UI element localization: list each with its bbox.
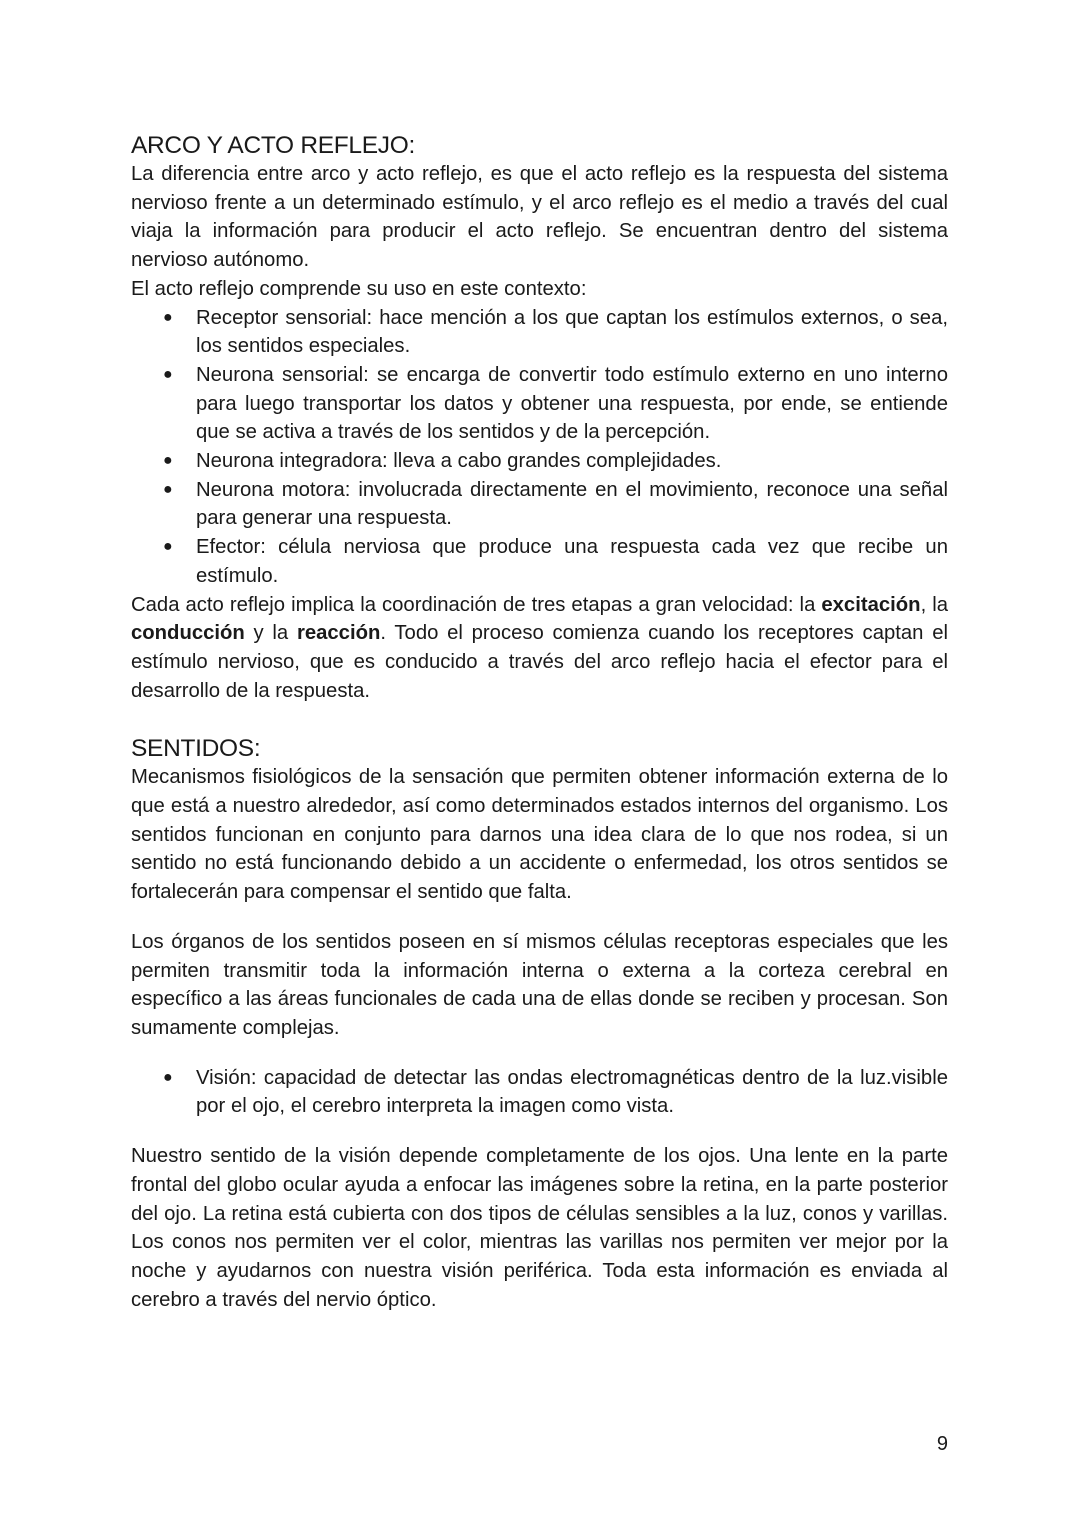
paragraph-spacer <box>131 1043 948 1064</box>
list-item: ● Neurona integradora: lleva a cabo grandes complejidades. <box>196 447 948 476</box>
list-item: ● Receptor sensorial: hace mención a los que captan los estímulos externos, o sea, los sentidos especiales. <box>196 304 948 361</box>
paragraph-vision: Nuestro sentido de la visión depende completamente de los ojos. Una lente en la parte frontal del globo ocular ayuda a enfocar las imágenes sobre la retina, en la parte posterior del ojo. La retina está cubierta con dos tipos de células sensibles a la luz, conos y varillas. Los conos nos permiten ver el color, mientras las varillas nos permiten ver mejor por la noche y ayudarnos con nuestra visión periférica. Toda esta información es enviada al cerebro a través del nervio óptico. <box>131 1145 948 1311</box>
paragraph-spacer <box>131 1121 948 1142</box>
list-item: ● Visión: capacidad de detectar las ondas electromagnéticas dentro de la luz.visible por el ojo, el cerebro interpreta la imagen como vista. <box>196 1064 948 1121</box>
list-sentidos <box>131 1064 948 1121</box>
page-number: 9 <box>936 1433 948 1455</box>
bullet-icon: ● <box>163 308 173 326</box>
paragraph-organos: Los órganos de los sentidos poseen en sí mismos células receptoras especiales que les permiten transmitir toda la información interna o externa a la corteza cerebral en específico a las áreas funcionales de cada una de ellas donde se reciben y procesan. Son sumamente complejas. <box>131 930 948 1039</box>
paragraph-spacer <box>131 907 948 928</box>
bullet-icon: ● <box>163 1068 173 1086</box>
paragraph-acto-contexto: El acto reflejo comprende su uso en este contexto: <box>131 277 587 300</box>
paragraph-etapas: Cada acto reflejo implica la coordinación de tres etapas a gran velocidad: la excitación, la conducción y la reacción. Todo el proceso comienza cuando los receptores captan el estímulo nervioso, que es conducido a través del arco reflejo hacia el efector para el desarrollo de la respuesta. <box>131 593 948 702</box>
paragraph-arco-diferencia: La diferencia entre arco y acto reflejo, es que el acto reflejo es la respuesta del sistema nervioso frente a un determinado estímulo, y el arco reflejo es el medio a través del cual viaja la información para producir el acto reflejo. Se encuentran dentro del sistema nervioso autónomo. <box>131 163 948 272</box>
bullet-icon: ● <box>163 538 173 556</box>
bullet-icon: ● <box>163 365 173 383</box>
paragraph-sentidos-mecanismos: Mecanismos fisiológicos de la sensación que permiten obtener información externa de lo que está a nuestro alrededor, así como determinados estados internos del organismo. Los sentidos funcionan en conjunto para darnos una idea clara de lo que nos rodea, si un sentido no está funcionando debido a un accidente o enfermedad, los otros sentidos se fortalecerán para compensar el sentido que falta. <box>131 766 948 904</box>
term-reaccion: reacción <box>296 622 381 645</box>
list-item: ● Neurona motora: involucrada directamente en el movimiento, reconoce una señal para generar una respuesta. <box>196 476 948 533</box>
section-title-arco-reflejo: ARCO Y ACTO REFLEJO: <box>131 132 416 159</box>
section-spacer <box>131 705 948 734</box>
bullet-icon: ● <box>163 452 173 470</box>
list-item: ● Neurona sensorial: se encarga de convertir todo estímulo externo en uno interno para luego transportar los datos y obtener una respuesta, por ende, se entiende que se activa a través de los sentidos y de la percepción. <box>196 361 948 447</box>
list-item: ● Efector: célula nerviosa que produce una respuesta cada vez que recibe un estímulo. <box>196 533 948 590</box>
list-acto-reflejo <box>131 304 948 591</box>
section-title-sentidos: SENTIDOS: <box>131 735 261 763</box>
term-excitacion: excitación <box>821 593 921 616</box>
document-page <box>131 131 948 1314</box>
bullet-icon: ● <box>163 480 173 498</box>
term-conduccion: conducción <box>131 622 245 645</box>
